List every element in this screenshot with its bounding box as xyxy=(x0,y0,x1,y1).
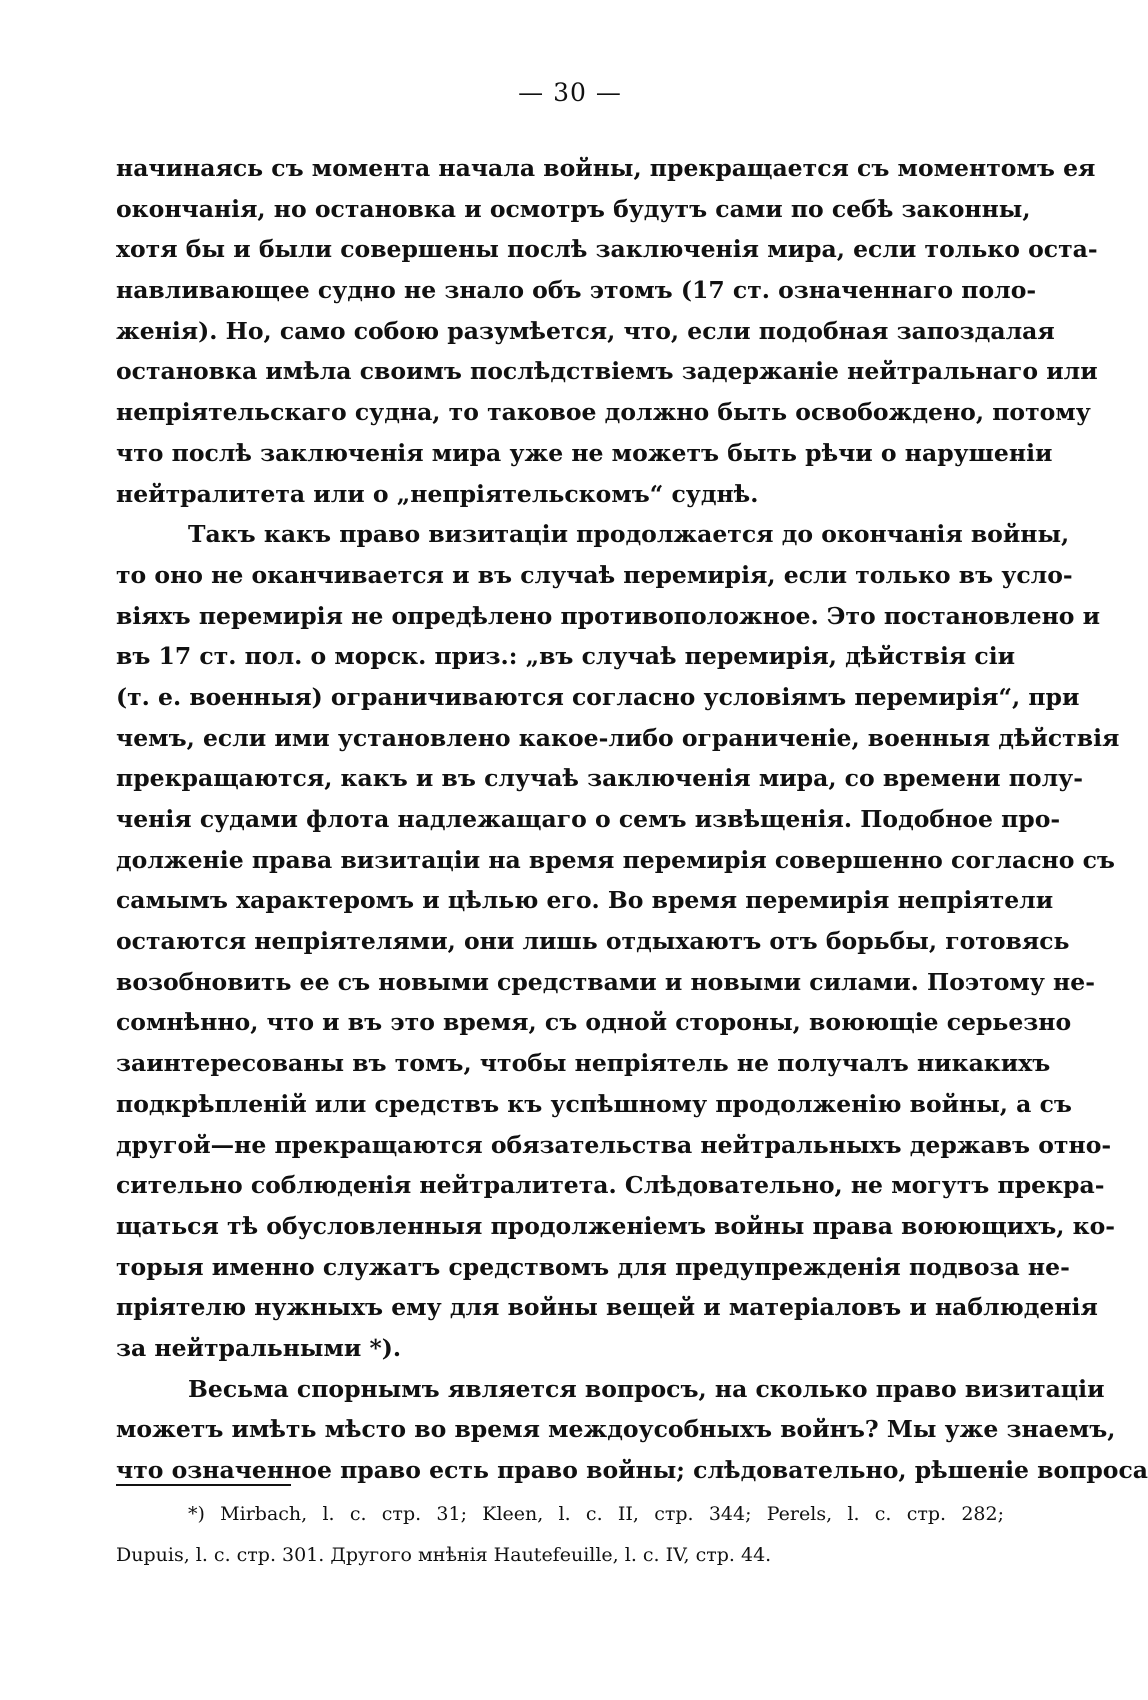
text-line: сительно соблюденія нейтралитета. Слѣдовательно, не могутъ прекра- xyxy=(116,1171,1105,1200)
text-line: (т. е. военныя) ограничиваются согласно условіямъ перемирія“, при xyxy=(116,682,1080,711)
body-text xyxy=(116,148,1148,1491)
text-line: навливающее судно не знало объ этомъ (17 ст. означеннаго поло- xyxy=(116,276,1037,305)
text-line: долженіе права визитаціи на время перемирія совершенно согласно съ xyxy=(116,845,1115,874)
text-line: женія). Но, само собою разумѣется, что, если подобная запоздалая xyxy=(116,316,1055,345)
text-line: въ 17 ст. пол. о морск. приз.: „въ случаѣ перемирія, дѣйствія сіи xyxy=(116,642,1016,671)
text-line: Такъ какъ право визитаціи продолжается до окончанія войны, xyxy=(188,520,1070,549)
text-line: щаться тѣ обусловленныя продолженіемъ войны права воюющихъ, ко- xyxy=(116,1211,1115,1240)
text-line: другой—не прекращаются обязательства нейтральныхъ державъ отно- xyxy=(116,1130,1112,1159)
paragraph-2 xyxy=(116,514,1120,1368)
text-line: начинаясь съ момента начала войны, прекращается съ моментомъ ея xyxy=(116,154,1096,182)
text-line: подкрѣпленій или средствъ къ успѣшному продолженію войны, а съ xyxy=(116,1089,1072,1118)
text-line: нейтралитета или о „непріятельскомъ“ суднѣ. xyxy=(116,479,759,508)
footnote-divider xyxy=(116,1484,291,1486)
text-line: самымъ характеромъ и цѣлью его. Во время перемирія непріятели xyxy=(116,886,1054,915)
text-line: что означенное право есть право войны; слѣдовательно, рѣшеніе вопроса xyxy=(116,1456,1148,1484)
footnote-line: *) Mirbach, l. c. стр. 31; Kleen, l. c. II, стр. 344; Perels, l. c. стр. 282; xyxy=(188,1503,1004,1525)
text-line: прекращаются, какъ и въ случаѣ заключенія мира, со времени полу- xyxy=(116,764,1083,793)
footnote-line: Dupuis, l. c. стр. 301. Другого мнѣнія Hautefeuille, l. c. IV, стр. 44. xyxy=(116,1544,772,1566)
text-line: хотя бы и были совершены послѣ заключенія мира, если только оста- xyxy=(116,235,1098,264)
text-line: то оно не оканчивается и въ случаѣ перемирія, если только въ усло- xyxy=(116,560,1073,589)
text-line: что послѣ заключенія мира уже не можетъ быть рѣчи о нарушеніи xyxy=(116,438,1053,467)
footnote xyxy=(116,1494,1004,1576)
paragraph-3 xyxy=(116,1369,1148,1491)
text-line: остаются непріятелями, они лишь отдыхаютъ отъ борьбы, готовясь xyxy=(116,927,1070,956)
text-line: сомнѣнно, что и въ это время, съ одной стороны, воюющіе серьезно xyxy=(116,1008,1072,1037)
text-line: непріятельскаго судна, то таковое должно быть освобождено, потому xyxy=(116,398,1091,427)
text-line: остановка имѣла своимъ послѣдствіемъ задержаніе нейтральнаго или xyxy=(116,357,1098,386)
page-number: — 30 — xyxy=(518,78,622,107)
text-line: торыя именно служатъ средствомъ для предупрежденія подвоза не- xyxy=(116,1252,1070,1281)
text-line: Весьма спорнымъ является вопросъ, на сколько право визитаціи xyxy=(188,1374,1105,1403)
text-line: можетъ имѣть мѣсто во время междоусобныхъ войнъ? Мы уже знаемъ, xyxy=(116,1415,1116,1444)
text-line: возобновить ее съ новыми средствами и новыми силами. Поэтому не- xyxy=(116,967,1095,996)
text-line: ченія судами флота надлежащаго о семъ извѣщенія. Подобное про- xyxy=(116,805,1061,833)
text-line: віяхъ перемирія не опредѣлено противоположное. Это постановлено и xyxy=(116,601,1101,630)
paragraph-1 xyxy=(116,148,1098,514)
text-line: пріятелю нужныхъ ему для войны вещей и матеріаловъ и наблюденія xyxy=(116,1293,1098,1322)
text-line: за нейтральными *). xyxy=(116,1333,402,1362)
text-line: чемъ, если ими установлено какое-либо ограниченіе, военныя дѣйствія xyxy=(116,723,1120,752)
text-line: заинтересованы въ томъ, чтобы непріятель не получалъ никакихъ xyxy=(116,1049,1051,1078)
text-line: окончанія, но остановка и осмотръ будутъ сами по себѣ законны, xyxy=(116,194,1031,223)
